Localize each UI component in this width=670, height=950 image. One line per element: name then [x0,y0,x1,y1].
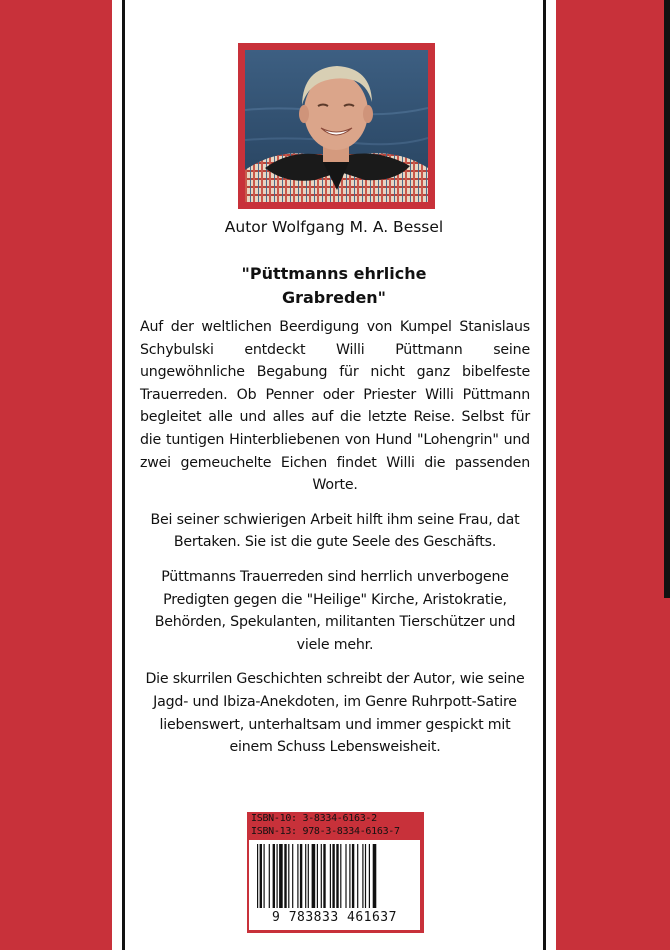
barcode-bar [269,844,270,908]
barcode-bar [305,844,306,908]
book-title-line-1: "Püttmanns ehrliche [241,264,427,283]
barcode-bar [292,844,293,908]
barcode-bar [264,844,265,908]
barcode-bar [277,844,278,908]
blurb-paragraph-4: Die skurrilen Geschichten schreibt der Autor, wie seine Jagd- und Ibiza-Anekdoten, im Genre Ruhrpott-Satire liebenswert, unterhaltsam und immer gespickt mit einem Schuss Lebensweisheit. [145,671,525,756]
barcode-bar [357,844,358,908]
book-title-line-2: Grabreden" [281,288,387,307]
isbn-barcode-box [247,812,424,933]
author-photo-frame [238,43,435,209]
barcode-bar [273,844,275,908]
blurb [140,316,530,771]
author-caption: Autor Wolfgang M. A. Bessel [224,218,444,236]
barcode-bar [332,844,334,908]
barcode-bar [330,844,331,908]
barcode-number: 9 783833 461637 [272,910,397,925]
book-title [140,262,528,310]
barcode-bar [323,844,325,908]
barcode-bar [369,844,370,908]
barcode-bar [365,844,366,908]
barcode-bar [288,844,289,908]
barcode-bar [257,844,258,908]
barcode [249,840,420,930]
blurb-paragraph-2: Bei seiner schwierigen Arbeit hilft ihm seine Frau, dat Bertaken. Sie ist die gute Seele des Geschäfts. [150,511,520,551]
barcode-bar [308,844,309,908]
isbn-10: ISBN-10: 3-8334-6163-2 [251,813,377,824]
barcode-bar [317,844,318,908]
blurb-paragraph-1: Auf der weltlichen Beerdigung von Kumpel Stanislaus Schybulski entdeckt Willi Püttmann seine ungewöhnliche Begabung für nicht ganz bibelfeste Trauerreden. Ob Penner oder Priester Willi Püttmann begleitet alle und alles auf die letzte Reise. Selbst für die tuntigen Hinterbliebenen von Hund "Lohengrin" und zwei gemeuchelte Eichen findet Willi die passenden Worte. [140,319,530,494]
barcode-bar [297,844,298,908]
left-black-rule [122,0,125,950]
barcode-bars [257,844,412,910]
barcode-bar [336,844,338,908]
barcode-bar [345,844,346,908]
barcode-bar [312,844,316,908]
right-edge-strip [664,0,670,598]
barcode-bar [284,844,286,908]
barcode-bar [349,844,350,908]
author-photo [245,50,428,202]
barcode-bar [321,844,322,908]
barcode-bar [260,844,262,908]
barcode-bar [300,844,302,908]
blurb-paragraph-3: Püttmanns Trauerreden sind herrlich unverbogene Predigten gegen die "Heilige" Kirche, Aristokratie, Behörden, Spekulanten, militanten Tierschützer und viele mehr. [154,568,516,653]
isbn-13: ISBN-13: 978-3-8334-6163-7 [251,826,400,837]
barcode-bar [352,844,354,908]
barcode-bar [279,844,283,908]
right-black-rule [543,0,546,950]
barcode-bar [362,844,363,908]
barcode-bar [340,844,341,908]
barcode-bar [373,844,377,908]
right-red-band [556,0,670,950]
left-red-band [0,0,112,950]
